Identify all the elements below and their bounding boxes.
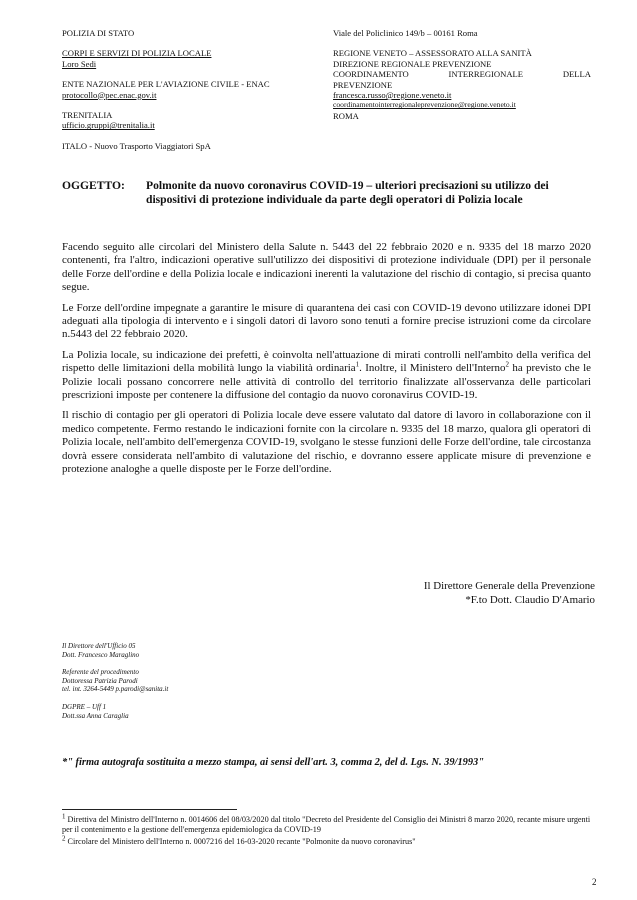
paragraph-1: Facendo seguito alle circolari del Ministero della Salute n. 5443 del 22 febbraio 2020 e n. 9335 del 18 marzo 2020 contenenti, fra l'altro, indicazioni operative sull'utilizzo dei dispositivi di protezione individuale (DPI) per il personale delle Forze dell'ordine e della Polizia locale e indicazioni inerenti la valutazione del rischio di contagio, si precisa quanto segue.: [62, 241, 591, 294]
recipient-coordinamento-email[interactable]: coordinamentointerregionaleprevenzione@regione.veneto.it: [333, 100, 516, 110]
recipient-polizia-locale-sedi: Loro Sedi: [62, 58, 97, 69]
footnote-1-mark: 1: [62, 812, 66, 821]
subject-text: Polmonite da nuovo coronavirus COVID-19 – ulteriori precisazioni su utilizzo dei dispositivi di protezione individuale da parte degli operatori di Polizia locale: [146, 179, 549, 206]
references-block: [62, 642, 262, 720]
recipient-regione-email[interactable]: francesca.russo@regione.veneto.it: [333, 90, 452, 101]
ministry-address: Viale del Policlinico 149/b – 00161 Roma: [333, 28, 478, 38]
recipient-enac: ENTE NAZIONALE PER L'AVIAZIONE CIVILE - ENAC: [62, 79, 270, 90]
ref-office-name: Dott.ssa Anna Caraglia: [62, 711, 129, 720]
recipient-polizia-stato: POLIZIA DI STATO: [62, 28, 135, 38]
footnote-1-text: Direttiva del Ministro dell'Interno n. 0014606 del 08/03/2020 dal titolo "Decreto del Presidente del Consiglio dei Ministri 8 marzo 2020, recante misure urgenti per il contenimento e la gestione dell'emergenza epidemiologica da COVID-19: [62, 815, 591, 835]
footnote-ref-1: 1: [355, 360, 360, 369]
recipient-trenitalia-email[interactable]: ufficio.gruppi@trenitalia.it: [62, 120, 155, 131]
ref-procedure-title: Referente del procedimento: [62, 668, 139, 677]
footnote-2-mark: 2: [62, 834, 66, 843]
paragraph-3-part-b: . Inoltre, il Ministero dell'Interno: [359, 362, 506, 375]
recipient-trenitalia: TRENITALIA: [62, 110, 113, 121]
signature-name: *F.to Dott. Claudio D'Amario: [465, 594, 595, 606]
recipient-polizia-locale: CORPI E SERVIZI DI POLIZIA LOCALE: [62, 48, 212, 59]
footnote-ref-2: 2: [505, 360, 509, 369]
subject-block: [62, 179, 582, 207]
paragraph-3: [62, 349, 591, 403]
recipient-regione-veneto: REGIONE VENETO – ASSESSORATO ALLA SANITÀ: [333, 48, 532, 59]
letter-body: [62, 241, 591, 484]
subject-label: OGGETTO:: [62, 179, 125, 192]
ref-procedure-name: Dottoressa Patrizia Parodi: [62, 676, 138, 685]
signature-block: [385, 579, 595, 607]
recipient-prevenzione: PREVENZIONE: [333, 79, 393, 90]
ref-director-name: Dott. Francesco Maraglino: [62, 650, 140, 659]
footnote-divider: [62, 809, 237, 810]
paragraph-2: Le Forze dell'ordine impegnate a garantire le misure di quarantena dei casi con COVID-19 devono utilizzare idonei DPI adeguati alla tipologia di intervento e i singoli datori di lavoro sono tenuti a fornire precise istruzioni come da circolare n.5443 del 22 febbraio 2020.: [62, 301, 591, 341]
recipients-right: [333, 28, 591, 121]
recipient-enac-email[interactable]: protocollo@pec.enac.gov.it: [62, 89, 157, 100]
autograph-signature-note: *" firma autografa sostituita a mezzo stampa, ai sensi dell'art. 3, comma 2, del d. Lgs. N. 39/1993": [62, 757, 484, 768]
signature-title: Il Direttore Generale della Prevenzione: [423, 580, 595, 592]
recipient-direzione-regionale: DIREZIONE REGIONALE PREVENZIONE: [333, 58, 492, 69]
recipients-left: [62, 28, 302, 151]
paragraph-3-part-a: La Polizia locale, su indicazione dei prefetti, è coinvolta nell'attuazione di mirati controlli nell'ambito della verifica del rispetto delle limitazioni della mobilità lungo la viabilità ordinaria: [62, 348, 591, 375]
ref-procedure-contact: tel. int. 3264-5449 p.parodi@sanita.it: [62, 685, 169, 694]
recipient-coordinamento: COORDINAMENTO INTERREGIONALE DELLA: [333, 69, 591, 80]
ref-director-title: Il Direttore dell'Ufficio 05: [62, 642, 136, 650]
recipient-city: ROMA: [333, 110, 359, 121]
page-number: 2: [592, 877, 597, 887]
paragraph-3-part-c: ha previsto che le Polizie locali possano concorrere nelle attività di controllo del territorio finalizzate all'osservanza delle particolari prescrizioni imposte per contenere la diffusione del contagio da nuovo coronavirus COVID-19.: [62, 362, 591, 402]
footnotes: [62, 812, 591, 850]
footnote-1: [62, 812, 591, 835]
recipient-italo: ITALO - Nuovo Trasporto Viaggiatori SpA: [62, 140, 211, 151]
paragraph-4: Il rischio di contagio per gli operatori di Polizia locale deve essere valutato dal datore di lavoro in collaborazione con il medico competente. Fermo restando le indicazioni fornite con la circolare n. 9335 del 18 marzo, qualora gli operatori di Polizia locale, nell'ambito dell'emergenza COVID-19, svolgano le stesse funzioni delle Forze dell'ordine, tale circostanza dovrà essere considerata nell'ambito di valutazione del rischio, e dovranno essere applicate misure di prevenzione e protezione analoghe a quelle disposte per le Forze dell'ordine.: [62, 409, 591, 476]
footnote-2: [62, 834, 591, 847]
ref-office: DGPRE – Uff 1: [62, 702, 107, 711]
footnote-2-text: Circolare del Ministero dell'Interno n. 0007216 del 16-03-2020 recante "Polmonite da nuovo coronavirus": [67, 837, 416, 847]
